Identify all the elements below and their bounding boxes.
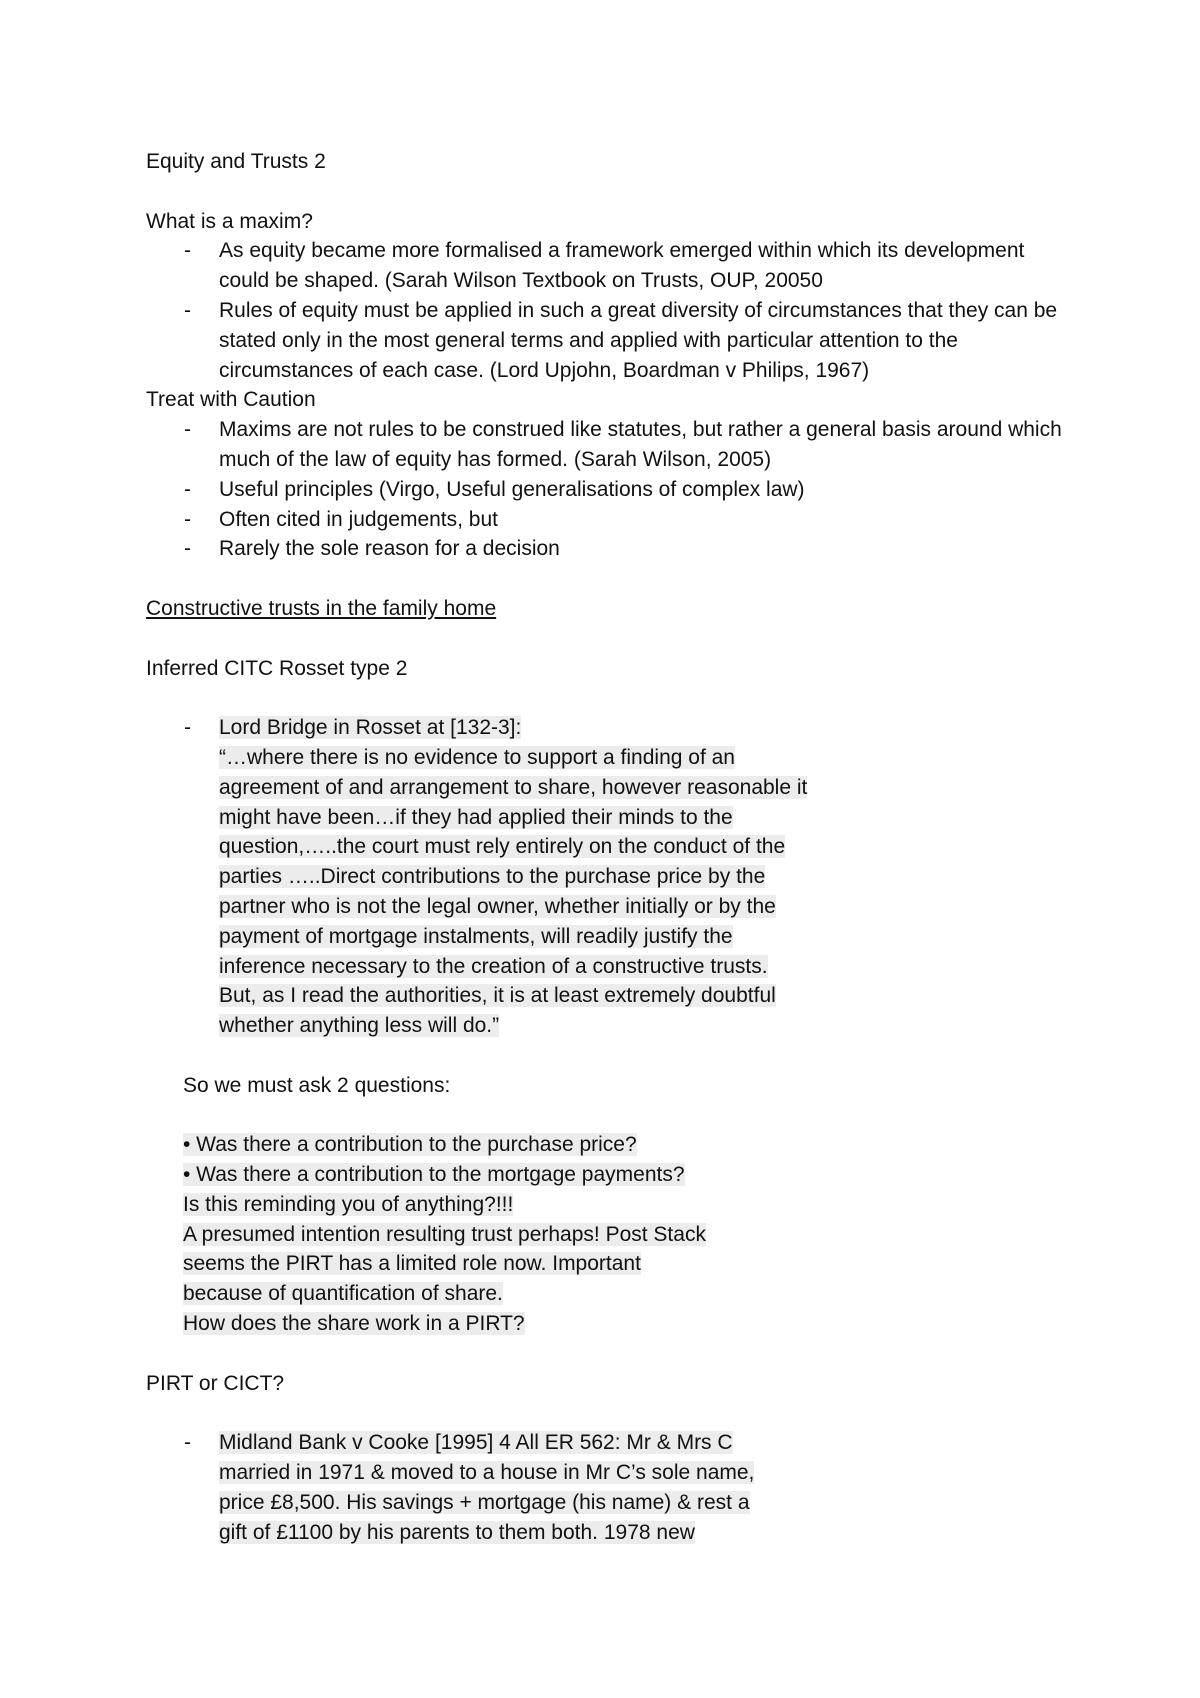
spacer: [146, 1339, 1076, 1369]
quote-intro: Lord Bridge in Rosset at [132-3]:: [219, 716, 522, 740]
quote-line: “…where there is no evidence to support a finding of an: [219, 745, 735, 769]
dash-bullet: -: [184, 537, 191, 561]
quote-line: partner who is not the legal owner, whether initially or by the: [219, 894, 776, 918]
caution-point-1: Maxims are not rules to be construed like statutes, but rather a general basis around which much of the law of equity has formed. (Sarah Wilson, 2005): [219, 418, 1062, 471]
question-item: • Was there a contribution to the purchase price?: [183, 1133, 637, 1157]
caution-point-2: Useful principles (Virgo, Useful generalisations of complex law): [219, 477, 805, 501]
case-block: [146, 1428, 1076, 1547]
quote-line: But, as I read the authorities, it is at least extremely doubtful: [219, 984, 776, 1008]
dash-bullet: -: [184, 418, 191, 442]
spacer: [146, 683, 1076, 713]
quote-line: agreement of and arrangement to share, however reasonable it: [219, 775, 808, 799]
list-item: [146, 296, 1076, 385]
case-line: Midland Bank v Cooke [1995] 4 All ER 562: Mr & Mrs C: [219, 1431, 733, 1455]
quote-line: whether anything less will do.”: [219, 1014, 500, 1038]
dash-bullet: -: [184, 239, 191, 263]
dash-bullet: -: [184, 1431, 191, 1455]
follow-line: How does the share work in a PIRT?: [183, 1312, 525, 1336]
caution-heading: Treat with Caution: [146, 388, 316, 412]
quote-line: question,…..the court must rely entirely on the conduct of the: [219, 835, 786, 859]
maxim-point-1: As equity became more formalised a framework emerged within which its development could be shaped. (Sarah Wilson Textbook on Trusts, OUP, 20050: [219, 239, 1025, 293]
spacer: [146, 624, 1076, 654]
document-body: [146, 147, 1076, 1547]
maxim-point-2: Rules of equity must be applied in such a great diversity of circumstances that they can be stated only in the most general terms and applied with particular attention to the circumstances of each case. (Lord Upjohn, Boardman v Philips, 1967): [219, 298, 1058, 382]
case-line: price £8,500. His savings + mortgage (his name) & rest a: [219, 1490, 750, 1514]
spacer: [146, 1041, 1076, 1071]
quote-line: payment of mortgage instalments, will readily justify the: [219, 924, 733, 948]
list-item: [146, 505, 1076, 535]
follow-line: because of quantification of share.: [183, 1282, 503, 1306]
spacer: [146, 564, 1076, 594]
quote-line: parties …..Direct contributions to the purchase price by the: [219, 865, 766, 889]
dash-bullet: -: [184, 716, 191, 740]
list-item: [146, 475, 1076, 505]
case-line: married in 1971 & moved to a house in Mr C’s sole name,: [219, 1461, 755, 1485]
list-item: [146, 415, 1076, 475]
spacer: [146, 177, 1076, 207]
quote-block: [146, 713, 1076, 1041]
question-item: • Was there a contribution to the mortgage payments?: [183, 1163, 685, 1187]
follow-line: A presumed intention resulting trust perhaps! Post Stack: [183, 1222, 706, 1246]
pirt-heading: PIRT or CICT?: [146, 1371, 285, 1395]
list-item: [146, 236, 1076, 296]
quote-line: inference necessary to the creation of a constructive trusts.: [219, 954, 768, 978]
section-heading: Constructive trusts in the family home: [146, 596, 497, 620]
inferred-heading: Inferred CITC Rosset type 2: [146, 656, 408, 680]
document-title: Equity and Trusts 2: [146, 150, 326, 173]
spacer: [146, 1398, 1076, 1428]
questions-intro: So we must ask 2 questions:: [183, 1073, 451, 1097]
spacer: [183, 1101, 1076, 1131]
maxim-question: What is a maxim?: [146, 209, 313, 233]
case-line: gift of £1100 by his parents to them both. 1978 new: [219, 1520, 695, 1544]
quote-line: might have been…if they had applied their minds to the: [219, 805, 733, 829]
questions-block: [146, 1071, 1076, 1339]
caution-point-3: Often cited in judgements, but: [219, 507, 498, 531]
caution-point-4: Rarely the sole reason for a decision: [219, 537, 560, 561]
dash-bullet: -: [184, 477, 191, 501]
list-item: [146, 534, 1076, 564]
follow-line: Is this reminding you of anything?!!!: [183, 1192, 514, 1216]
dash-bullet: -: [184, 507, 191, 531]
dash-bullet: -: [184, 298, 191, 322]
follow-line: seems the PIRT has a limited role now. Important: [183, 1252, 641, 1276]
